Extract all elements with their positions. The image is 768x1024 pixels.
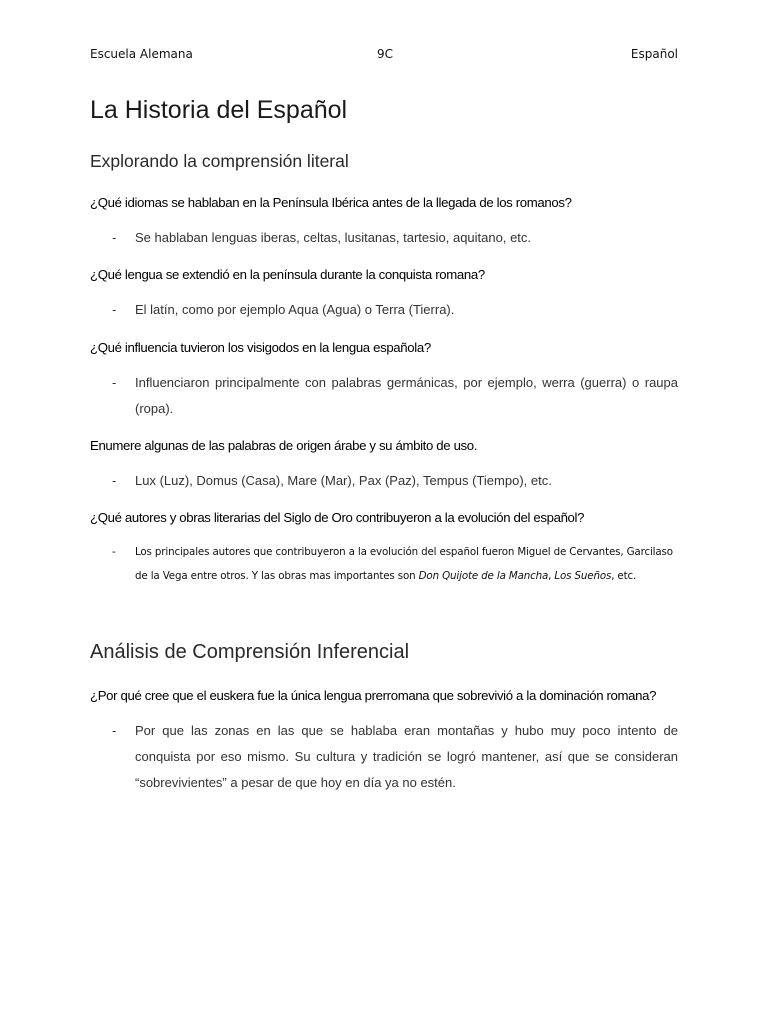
bullet-dash: - — [112, 375, 117, 390]
answer-5-suffix: , etc. — [611, 570, 637, 582]
question-5: ¿Qué autores y obras literarias del Siglo de Oro contribuyeron a la evolución del español? — [90, 510, 585, 525]
answer-5-prefix: Los principales autores que contribuyeron a la evolución del español fueron Miguel de Cervantes, Garcilaso de la Vega entre otros. Y las obras mas importantes son — [135, 546, 673, 582]
answer-3 — [90, 370, 678, 422]
answer-1-text: Se hablaban lenguas iberas, celtas, lusitanas, tartesio, aquitano, etc. — [135, 230, 532, 245]
bullet-dash: - — [112, 473, 117, 488]
section-inferential-heading: Análisis de Comprensión Inferencial — [90, 641, 410, 663]
header-subject: Español — [630, 47, 678, 61]
bullet-dash: - — [112, 546, 116, 558]
bullet-dash: - — [112, 723, 117, 738]
header-school: Escuela Alemana — [90, 47, 193, 61]
page-header — [90, 47, 678, 65]
question-3: ¿Qué influencia tuvieron los visigodos en la lengua española? — [90, 340, 431, 355]
answer-6-text: Por que las zonas en las que se hablaba eran montañas y hubo muy poco intento de conquista por eso mismo. Su cultura y tradición se logró mantener, así que se consideran “sobrevivientes” a pesar de que hoy en día ya no estén. — [135, 723, 678, 790]
answer-4-text: Lux (Luz), Domus (Casa), Mare (Mar), Pax (Paz), Tempus (Tiempo), etc. — [135, 473, 552, 488]
bullet-dash: - — [112, 302, 117, 317]
answer-5 — [90, 540, 678, 588]
works-separator: , — [548, 570, 555, 582]
answer-4 — [90, 468, 678, 494]
answer-5-text — [135, 540, 678, 588]
section-literal-heading: Explorando la comprensión literal — [90, 151, 349, 171]
answer-3-text: Influenciaron principalmente con palabras germánicas, por ejemplo, werra (guerra) o raupa (ropa). — [135, 375, 678, 416]
question-4: Enumere algunas de las palabras de origen árabe y su ámbito de uso. — [90, 438, 478, 453]
bullet-dash: - — [112, 230, 117, 245]
document-title: La Historia del Español — [90, 96, 348, 124]
answer-6 — [90, 718, 678, 796]
work-don-quijote: Don Quijote de la Mancha — [418, 570, 549, 582]
question-6: ¿Por qué cree que el euskera fue la única lengua prerromana que sobrevivió a la dominación romana? — [90, 688, 657, 703]
header-grade: 9C — [377, 47, 394, 61]
answer-2-text: El latín, como por ejemplo Aqua (Agua) o Terra (Tierra). — [135, 302, 455, 317]
question-2: ¿Qué lengua se extendió en la península durante la conquista romana? — [90, 267, 485, 282]
work-los-suenos: Los Sueños — [554, 570, 612, 582]
answer-2 — [90, 297, 678, 323]
answer-1 — [90, 225, 678, 251]
document-page — [90, 0, 678, 1024]
question-1: ¿Qué idiomas se hablaban en la Península Ibérica antes de la llegada de los romanos? — [90, 195, 572, 210]
